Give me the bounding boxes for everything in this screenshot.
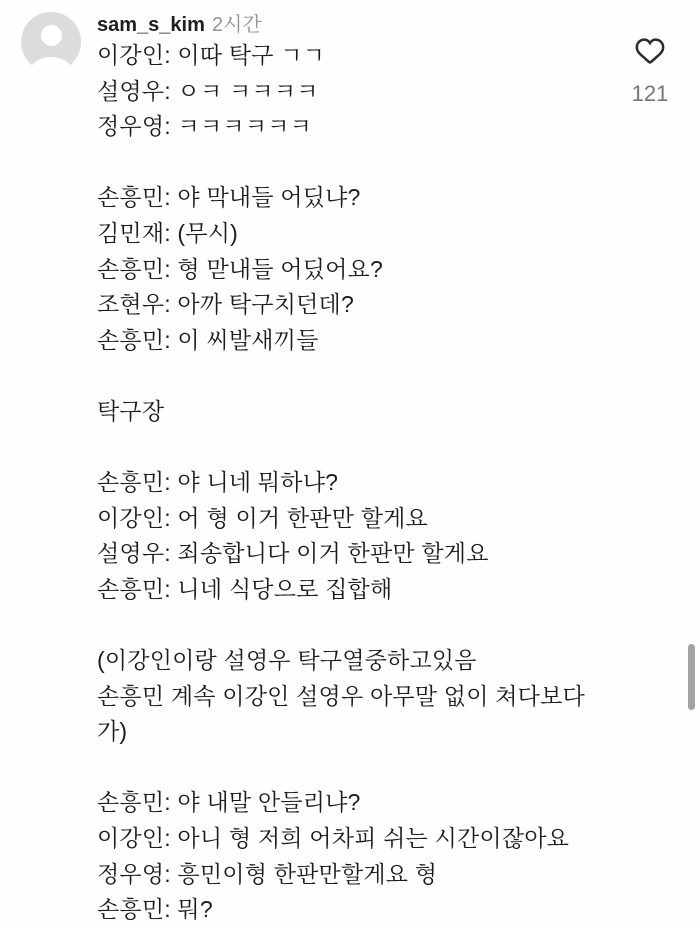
comment-line: 설영우: 죄송합니다 이거 한판만 할게요 — [97, 540, 489, 567]
comment-line: 가) — [97, 718, 128, 745]
scrollbar-thumb[interactable] — [688, 644, 695, 710]
comment-blank-line — [97, 608, 627, 644]
comment-line: (이강인이랑 설영우 탁구열중하고있음 — [97, 647, 477, 674]
comment-blank-line — [97, 430, 627, 466]
comment-line: 이강인: 이따 탁구 ㄱㄱ — [97, 42, 326, 68]
comment-line: 손흥민 계속 이강인 설영우 아무말 없이 쳐다보다 — [97, 682, 585, 709]
comment-line: 손흥민: 뭐? — [97, 896, 213, 923]
comment-line: 탁구장 — [97, 397, 165, 424]
comment-line: 설영우: ㅇㅋ ㅋㅋㅋㅋ — [97, 77, 319, 104]
like-button[interactable] — [634, 36, 666, 66]
comment-line: 손흥민: 형 맏내들 어딨어요? — [97, 255, 383, 282]
timestamp: 2시간 — [211, 14, 262, 36]
comment-blank-line — [97, 145, 627, 181]
comment-line: 정우영: ㅋㅋㅋㅋㅋㅋ — [97, 113, 312, 140]
avatar[interactable] — [21, 12, 81, 72]
comment-header — [97, 13, 617, 37]
heart-icon — [634, 36, 666, 66]
comment-line: 조현우: 아까 탁구치던데? — [97, 291, 354, 318]
comment-text — [97, 38, 627, 928]
comment-line: 이강인: 어 형 이거 한판만 할게요 — [97, 504, 428, 531]
comment-line: 정우영: 흥민이형 한판만할게요 형 — [97, 860, 438, 887]
like-count[interactable]: 121 — [631, 81, 669, 106]
comment-blank-line — [97, 358, 627, 394]
comment-line: 이강인: 아니 형 저희 어차피 쉬는 시간이잖아요 — [97, 825, 570, 852]
comment-blank-line — [97, 750, 627, 786]
comment-line: 손흥민: 야 막내들 어딨냐? — [97, 184, 361, 211]
comment-line: 손흥민: 야 니네 뭐하냐? — [97, 469, 339, 496]
comment-line: 손흥민: 이 씨발새끼들 — [97, 326, 319, 353]
comment-line: 김민재: (무시) — [97, 219, 238, 246]
username[interactable]: sam_s_kim — [97, 14, 205, 36]
like-rail — [618, 36, 682, 107]
comment-line: 손흥민: 니네 식당으로 집합해 — [97, 575, 393, 602]
comment-line: 손흥민: 야 내말 안들리냐? — [97, 789, 361, 816]
